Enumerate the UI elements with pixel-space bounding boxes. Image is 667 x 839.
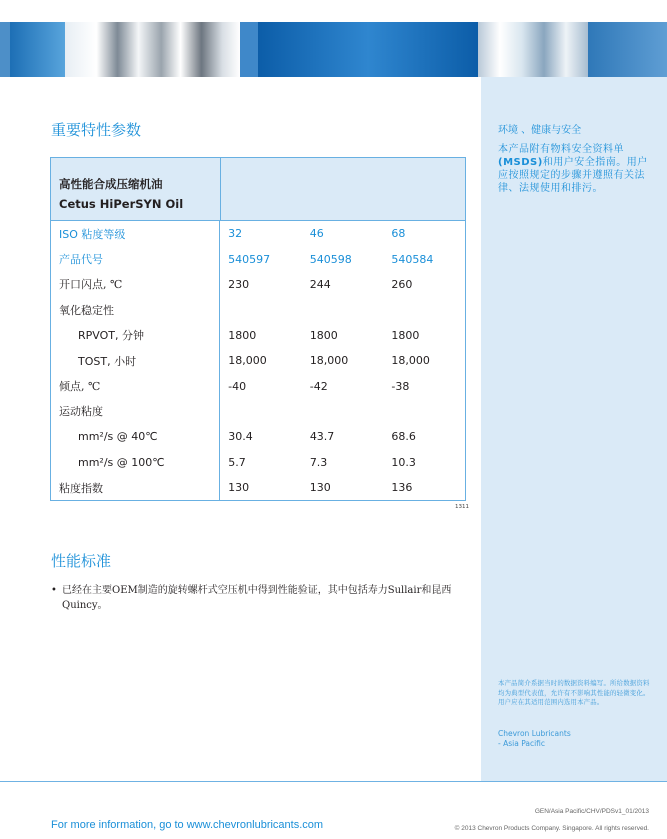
- sidebar: [481, 77, 667, 781]
- table-row: 产品代号 540597 540598 540584: [51, 246, 465, 271]
- table-row: RPVOT, 分钟 1800 1800 1800: [51, 323, 465, 348]
- spec-table-header: [51, 158, 465, 221]
- section-title-performance: 性能标准: [51, 552, 112, 570]
- table-row: 粘度指数 130 130 136: [51, 475, 465, 500]
- table-row: mm²/s @ 40℃ 30.4 43.7 68.6: [51, 424, 465, 449]
- list-item: • 已经在主要OEM制造的旋转螺杆式空压机中得到性能验证，其中包括寿力Sullair和昆西Quincy。: [51, 585, 452, 611]
- table-row: ISO 粘度等级 32 46 68: [51, 221, 465, 246]
- table-row: 倾点, ℃ -40 -42 -38: [51, 373, 465, 398]
- bullet-icon: •: [51, 585, 57, 596]
- spec-table: [50, 157, 466, 501]
- header-banner-image: [0, 22, 667, 77]
- product-name: 高性能合成压缩机油 Cetus HiPerSYN Oil: [51, 158, 221, 220]
- copyright: © 2013 Chevron Products Company. Singapore. All rights reserved.: [454, 825, 649, 832]
- more-info-link[interactable]: For more information, go to www.chevronlubricants.com: [51, 819, 324, 831]
- sidebar-safety-text: 本产品附有物料安全资料单(MSDS)和用户安全指南。用户应按照规定的步骤并遵照有关法律、法规使用和排污。: [498, 144, 648, 194]
- table-row: 开口闪点, ℃ 230 244 260: [51, 272, 465, 297]
- table-row: mm²/s @ 100℃ 5.7 7.3 10.3: [51, 450, 465, 475]
- document-code: GEN/Asia Pacific/CHV/PDSv1_01/2013: [534, 808, 649, 815]
- table-row: TOST, 小时 18,000 18,000 18,000: [51, 348, 465, 373]
- sidebar-disclaimer: 本产品简介系据当时的数据资料编写。所给数据资料均为典型代表值，允许有不影响其性能的轻微变化。用户应在其适用范围内选用本产品。: [498, 679, 650, 706]
- table-row: 氧化稳定性: [51, 297, 465, 322]
- section-title-key-properties: 重要特性参数: [51, 121, 142, 139]
- footer-divider: [0, 781, 667, 782]
- sidebar-title: 环境 、健康与安全: [498, 125, 582, 136]
- table-code: 1311: [455, 504, 469, 510]
- sidebar-brand: Chevron Lubricants - Asia Pacific: [498, 729, 571, 748]
- table-row: 运动粘度: [51, 399, 465, 424]
